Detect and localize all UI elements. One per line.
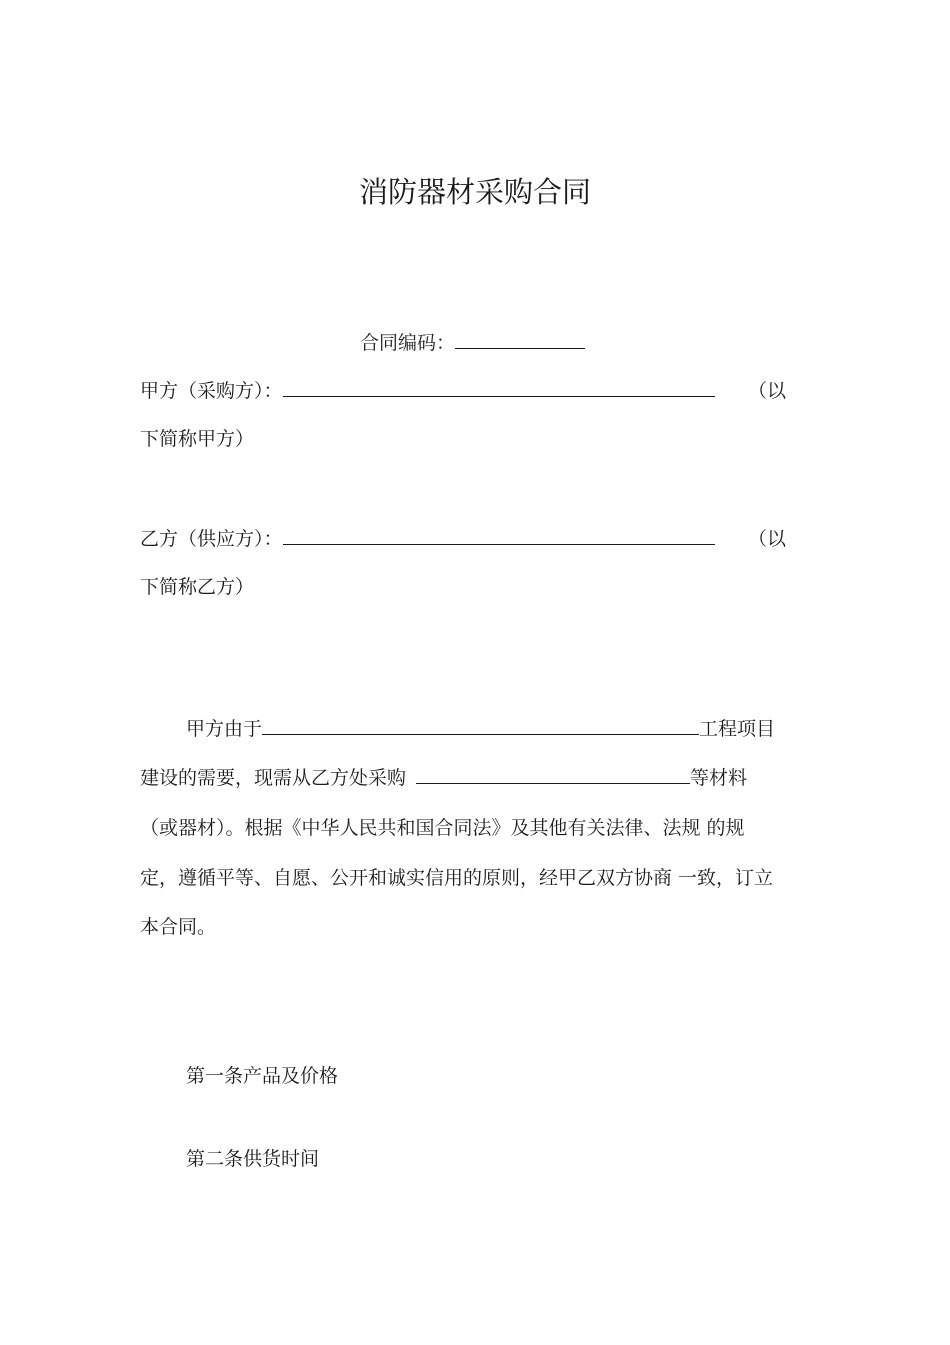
preamble-line-3: （或器材）。根据《中华人民共和国合同法》及其他有关法律、法规 的规 [140, 817, 745, 839]
party-a-continuation: 下简称甲方） [140, 428, 255, 450]
preamble-line-2-suffix: 等材料 [690, 767, 748, 789]
party-b-suffix: （以 [748, 528, 787, 550]
preamble-line-1-suffix: 工程项目 [699, 718, 776, 740]
contract-number-label: 合同编码： [360, 332, 456, 354]
preamble-line-2 [140, 766, 747, 790]
article-2-heading: 第二条供货时间 [186, 1148, 320, 1170]
contract-number-row [360, 331, 585, 355]
material-blank [416, 767, 690, 784]
preamble-line-2-prefix: 建设的需要，现需从乙方处采购 [140, 767, 407, 789]
party-a-row [140, 379, 715, 403]
article-1-heading: 第一条产品及价格 [186, 1065, 339, 1087]
party-b-label: 乙方（供应方）： [140, 528, 283, 550]
contract-number-blank [455, 332, 585, 349]
preamble-line-4: 定，遵循平等、自愿、公开和诚实信用的原则，经甲乙双方协商 一致，订立 [140, 867, 774, 889]
project-name-blank [262, 718, 699, 735]
document-title: 消防器材采购合同 [358, 175, 591, 209]
party-a-label: 甲方（采购方）： [140, 380, 283, 402]
party-b-blank [283, 528, 715, 545]
party-b-continuation: 下简称乙方） [140, 576, 255, 598]
party-a-blank [283, 380, 715, 397]
party-b-row [140, 527, 715, 551]
preamble-line-5: 本合同。 [140, 916, 217, 938]
preamble-line-1 [186, 717, 775, 741]
preamble-line-1-prefix: 甲方由于 [186, 718, 263, 740]
party-a-suffix: （以 [748, 380, 787, 402]
